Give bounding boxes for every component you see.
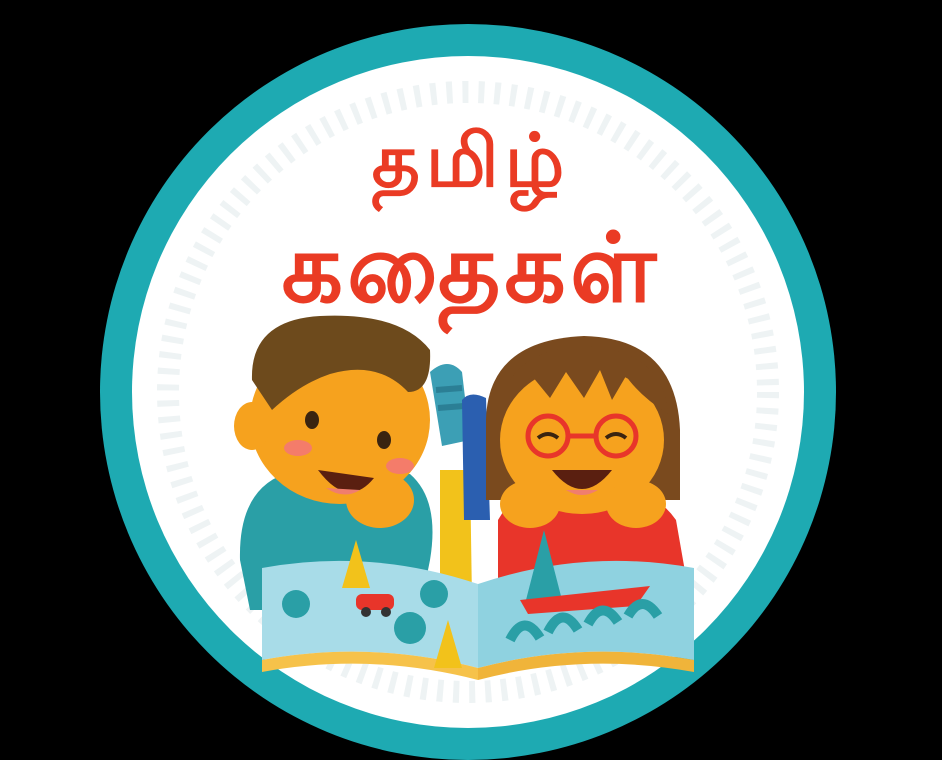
logo-title-line-1: தமிழ் xyxy=(371,118,571,204)
logo-title-line-2: கதைகள் xyxy=(281,212,661,324)
